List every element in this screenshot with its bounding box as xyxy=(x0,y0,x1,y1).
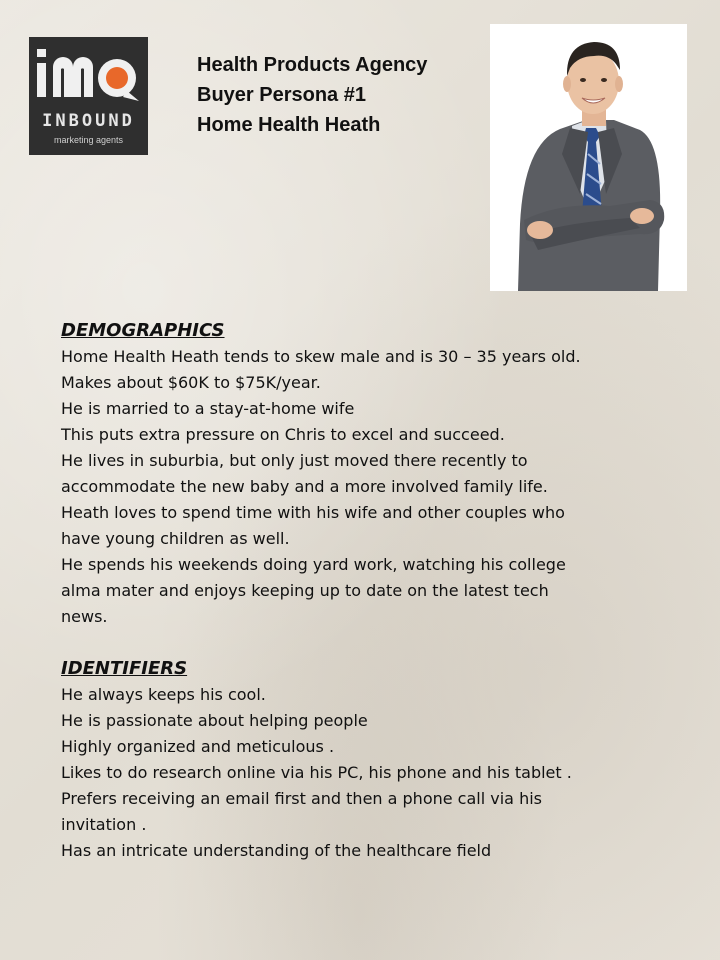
identifiers-heading: IDENTIFIERS xyxy=(61,658,188,679)
identifiers-line: Prefers receiving an email first and then a phone call via his xyxy=(61,789,542,808)
persona-details xyxy=(61,318,701,864)
logo-subtitle: marketing agents xyxy=(53,135,124,145)
demographics-heading: DEMOGRAPHICS xyxy=(61,320,225,341)
ima-logo-mark xyxy=(35,45,143,105)
ima-inbound-logo xyxy=(29,37,148,155)
persona-photo xyxy=(490,24,687,291)
identifiers-line: Likes to do research online via his PC, his phone and his tablet . xyxy=(61,763,572,782)
identifiers-line: invitation . xyxy=(61,815,147,834)
demographics-line: have young children as well. xyxy=(61,529,290,548)
identifiers-line: Highly organized and meticulous . xyxy=(61,737,335,756)
demographics-line: He is married to a stay-at-home wife xyxy=(61,399,355,418)
demographics-line: This puts extra pressure on Chris to excel and succeed. xyxy=(61,425,505,444)
title-persona-number: Buyer Persona #1 xyxy=(197,84,366,106)
demographics-line: He lives in suburbia, but only just moved there recently to xyxy=(61,451,528,470)
section-spacer xyxy=(61,630,701,656)
demographics-line: Makes about $60K to $75K/year. xyxy=(61,373,321,392)
persona-title xyxy=(197,50,427,140)
logo-word: INBOUND xyxy=(42,111,135,131)
demographics-line: alma mater and enjoys keeping up to date on the latest tech xyxy=(61,581,549,600)
identifiers-line: He is passionate about helping people xyxy=(61,711,368,730)
demographics-line: Home Health Heath tends to skew male and is 30 – 35 years old. xyxy=(61,347,581,366)
title-agency: Health Products Agency xyxy=(197,54,428,76)
demographics-line: news. xyxy=(61,607,108,626)
identifiers-line: He always keeps his cool. xyxy=(61,685,266,704)
demographics-line: He spends his weekends doing yard work, watching his college xyxy=(61,555,566,574)
title-persona-name: Home Health Heath xyxy=(197,114,381,136)
businessman-photo xyxy=(490,24,687,291)
demographics-line: accommodate the new baby and a more involved family life. xyxy=(61,477,548,496)
demographics-line: Heath loves to spend time with his wife and other couples who xyxy=(61,503,565,522)
identifiers-line: Has an intricate understanding of the healthcare field xyxy=(61,841,492,860)
